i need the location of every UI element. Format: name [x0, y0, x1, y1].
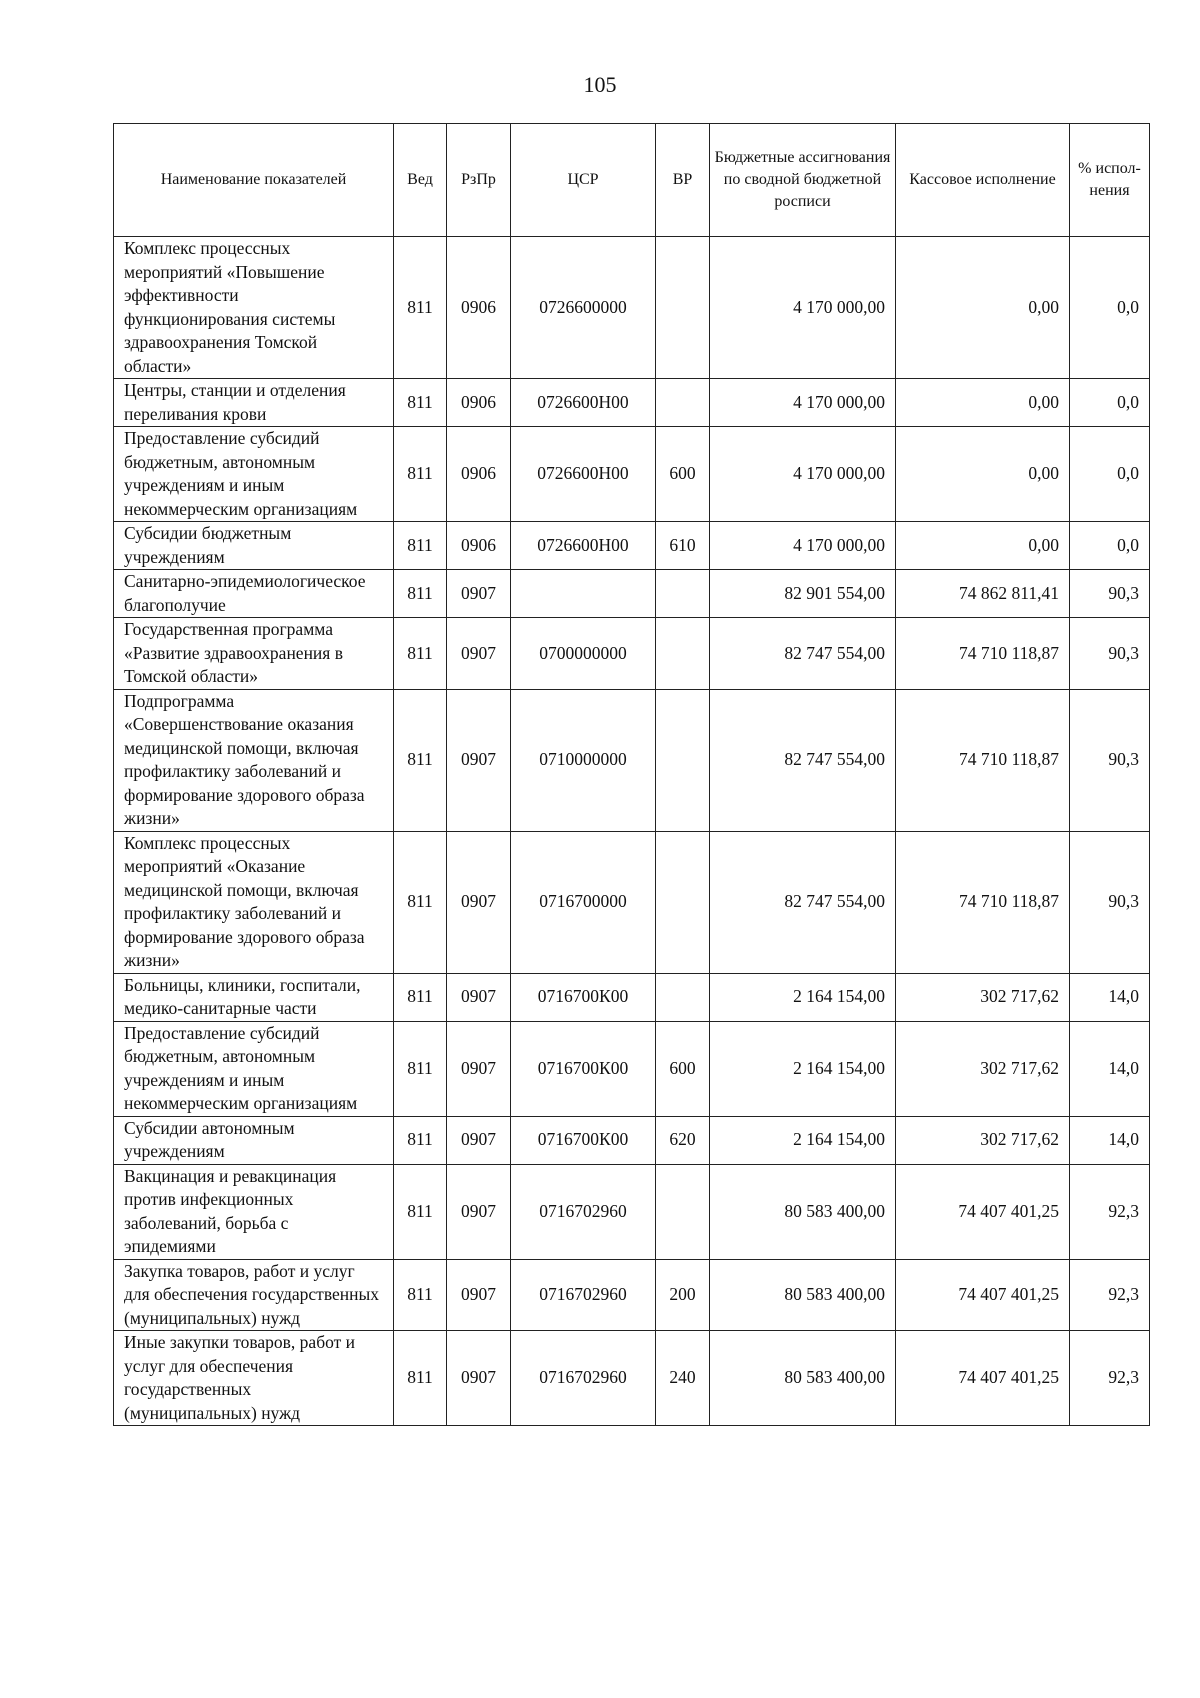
cell-name: Субсидии бюджетным учреждениям: [114, 522, 394, 570]
cell-budget: 4 170 000,00: [710, 379, 896, 427]
cell-percent: 14,0: [1070, 1116, 1150, 1164]
cell-cash: 74 407 401,25: [896, 1164, 1070, 1259]
cell-csr: 0726600Н00: [511, 522, 656, 570]
cell-name: Подпрограмма «Совершенствование оказания медицинской помощи, включая профилактику заболеваний и формирование здорового образа жизни»: [114, 689, 394, 831]
cell-csr: 0716700000: [511, 831, 656, 973]
cell-name: Предоставление субсидий бюджетным, автономным учреждениям и иным некоммерческим организациям: [114, 427, 394, 522]
cell-cash: 74 862 811,41: [896, 570, 1070, 618]
cell-ved: 811: [394, 379, 447, 427]
cell-name: Комплекс процессных мероприятий «Повышение эффективности функционирования системы здравоохранения Томской области»: [114, 237, 394, 379]
table-header-row: [114, 124, 1150, 237]
cell-ved: 811: [394, 831, 447, 973]
cell-percent: 0,0: [1070, 427, 1150, 522]
cell-cash: 0,00: [896, 522, 1070, 570]
cell-cash: 0,00: [896, 427, 1070, 522]
cell-percent: 92,3: [1070, 1259, 1150, 1331]
table-row: [114, 618, 1150, 690]
cell-name: Государственная программа «Развитие здравоохранения в Томской области»: [114, 618, 394, 690]
cell-cash: 74 407 401,25: [896, 1259, 1070, 1331]
cell-rzpr: 0906: [447, 237, 511, 379]
cell-vr: 620: [656, 1116, 710, 1164]
table-body: [114, 237, 1150, 1426]
cell-cash: 302 717,62: [896, 1021, 1070, 1116]
cell-ved: 811: [394, 618, 447, 690]
cell-rzpr: 0907: [447, 1331, 511, 1426]
table-row: [114, 689, 1150, 831]
header-name: Наименование показателей: [114, 124, 394, 237]
cell-vr: [656, 618, 710, 690]
cell-csr: 0716702960: [511, 1331, 656, 1426]
cell-budget: 82 901 554,00: [710, 570, 896, 618]
cell-percent: 90,3: [1070, 570, 1150, 618]
cell-percent: 14,0: [1070, 973, 1150, 1021]
cell-rzpr: 0907: [447, 973, 511, 1021]
table-row: [114, 522, 1150, 570]
cell-cash: 302 717,62: [896, 973, 1070, 1021]
cell-csr: 0710000000: [511, 689, 656, 831]
table-row: [114, 1116, 1150, 1164]
cell-name: Субсидии автономным учреждениям: [114, 1116, 394, 1164]
cell-vr: 600: [656, 1021, 710, 1116]
cell-vr: [656, 237, 710, 379]
cell-cash: 74 710 118,87: [896, 618, 1070, 690]
cell-name: Больницы, клиники, госпитали, медико-санитарные части: [114, 973, 394, 1021]
cell-ved: 811: [394, 1116, 447, 1164]
table-row: [114, 973, 1150, 1021]
table-row: [114, 1331, 1150, 1426]
cell-rzpr: 0907: [447, 570, 511, 618]
cell-vr: 610: [656, 522, 710, 570]
cell-budget: 82 747 554,00: [710, 618, 896, 690]
header-rzpr: РзПр: [447, 124, 511, 237]
cell-csr: 0726600000: [511, 237, 656, 379]
cell-name: Центры, станции и отделения переливания крови: [114, 379, 394, 427]
cell-rzpr: 0907: [447, 1259, 511, 1331]
cell-csr: 0700000000: [511, 618, 656, 690]
cell-name: Закупка товаров, работ и услуг для обеспечения государственных (муниципальных) нужд: [114, 1259, 394, 1331]
cell-vr: [656, 1164, 710, 1259]
cell-rzpr: 0907: [447, 618, 511, 690]
header-csr: ЦСР: [511, 124, 656, 237]
cell-budget: 2 164 154,00: [710, 1116, 896, 1164]
cell-percent: 0,0: [1070, 237, 1150, 379]
cell-cash: 74 407 401,25: [896, 1331, 1070, 1426]
cell-budget: 80 583 400,00: [710, 1331, 896, 1426]
cell-csr: [511, 570, 656, 618]
cell-percent: 90,3: [1070, 689, 1150, 831]
cell-rzpr: 0907: [447, 1116, 511, 1164]
cell-rzpr: 0907: [447, 831, 511, 973]
cell-percent: 14,0: [1070, 1021, 1150, 1116]
table-row: [114, 1164, 1150, 1259]
table-row: [114, 1259, 1150, 1331]
cell-ved: 811: [394, 570, 447, 618]
cell-percent: 90,3: [1070, 618, 1150, 690]
table-row: [114, 570, 1150, 618]
cell-name: Санитарно-эпидемиологическое благополучие: [114, 570, 394, 618]
cell-rzpr: 0907: [447, 689, 511, 831]
cell-cash: 0,00: [896, 379, 1070, 427]
cell-percent: 0,0: [1070, 522, 1150, 570]
cell-ved: 811: [394, 1164, 447, 1259]
cell-percent: 92,3: [1070, 1164, 1150, 1259]
cell-csr: 0716700К00: [511, 1116, 656, 1164]
cell-csr: 0716702960: [511, 1164, 656, 1259]
cell-csr: 0716700К00: [511, 1021, 656, 1116]
cell-csr: 0726600Н00: [511, 427, 656, 522]
cell-ved: 811: [394, 1331, 447, 1426]
cell-cash: 302 717,62: [896, 1116, 1070, 1164]
cell-percent: 0,0: [1070, 379, 1150, 427]
cell-cash: 0,00: [896, 237, 1070, 379]
cell-percent: 90,3: [1070, 831, 1150, 973]
cell-budget: 80 583 400,00: [710, 1259, 896, 1331]
cell-vr: 600: [656, 427, 710, 522]
cell-name: Предоставление субсидий бюджетным, автономным учреждениям и иным некоммерческим организациям: [114, 1021, 394, 1116]
cell-vr: 200: [656, 1259, 710, 1331]
header-cash: Кассовое исполнение: [896, 124, 1070, 237]
cell-percent: 92,3: [1070, 1331, 1150, 1426]
header-percent: % испол-нения: [1070, 124, 1150, 237]
table-row: [114, 1021, 1150, 1116]
header-budget: Бюджетные ассигнования по сводной бюджетной росписи: [710, 124, 896, 237]
cell-rzpr: 0906: [447, 379, 511, 427]
cell-ved: 811: [394, 1259, 447, 1331]
table-row: [114, 831, 1150, 973]
table-row: [114, 237, 1150, 379]
cell-budget: 2 164 154,00: [710, 1021, 896, 1116]
cell-cash: 74 710 118,87: [896, 689, 1070, 831]
cell-rzpr: 0906: [447, 427, 511, 522]
header-vr: ВР: [656, 124, 710, 237]
cell-csr: 0716700К00: [511, 973, 656, 1021]
cell-cash: 74 710 118,87: [896, 831, 1070, 973]
cell-budget: 82 747 554,00: [710, 831, 896, 973]
cell-budget: 80 583 400,00: [710, 1164, 896, 1259]
cell-vr: 240: [656, 1331, 710, 1426]
header-ved: Вед: [394, 124, 447, 237]
cell-name: Комплекс процессных мероприятий «Оказание медицинской помощи, включая профилактику заболеваний и формирование здорового образа жизни»: [114, 831, 394, 973]
cell-budget: 4 170 000,00: [710, 522, 896, 570]
budget-execution-table: [113, 123, 1150, 1426]
cell-rzpr: 0907: [447, 1021, 511, 1116]
page-number: 105: [583, 72, 617, 97]
cell-rzpr: 0907: [447, 1164, 511, 1259]
table-row: [114, 427, 1150, 522]
cell-budget: 4 170 000,00: [710, 427, 896, 522]
cell-csr: 0726600Н00: [511, 379, 656, 427]
cell-ved: 811: [394, 1021, 447, 1116]
cell-vr: [656, 570, 710, 618]
table-row: [114, 379, 1150, 427]
cell-budget: 82 747 554,00: [710, 689, 896, 831]
cell-budget: 4 170 000,00: [710, 237, 896, 379]
cell-ved: 811: [394, 973, 447, 1021]
cell-ved: 811: [394, 522, 447, 570]
cell-vr: [656, 973, 710, 1021]
cell-rzpr: 0906: [447, 522, 511, 570]
cell-ved: 811: [394, 689, 447, 831]
cell-budget: 2 164 154,00: [710, 973, 896, 1021]
cell-csr: 0716702960: [511, 1259, 656, 1331]
cell-ved: 811: [394, 237, 447, 379]
cell-name: Вакцинация и ревакцинация против инфекционных заболеваний, борьба с эпидемиями: [114, 1164, 394, 1259]
cell-name: Иные закупки товаров, работ и услуг для обеспечения государственных (муниципальных) нужд: [114, 1331, 394, 1426]
cell-vr: [656, 831, 710, 973]
cell-ved: 811: [394, 427, 447, 522]
cell-vr: [656, 379, 710, 427]
cell-vr: [656, 689, 710, 831]
